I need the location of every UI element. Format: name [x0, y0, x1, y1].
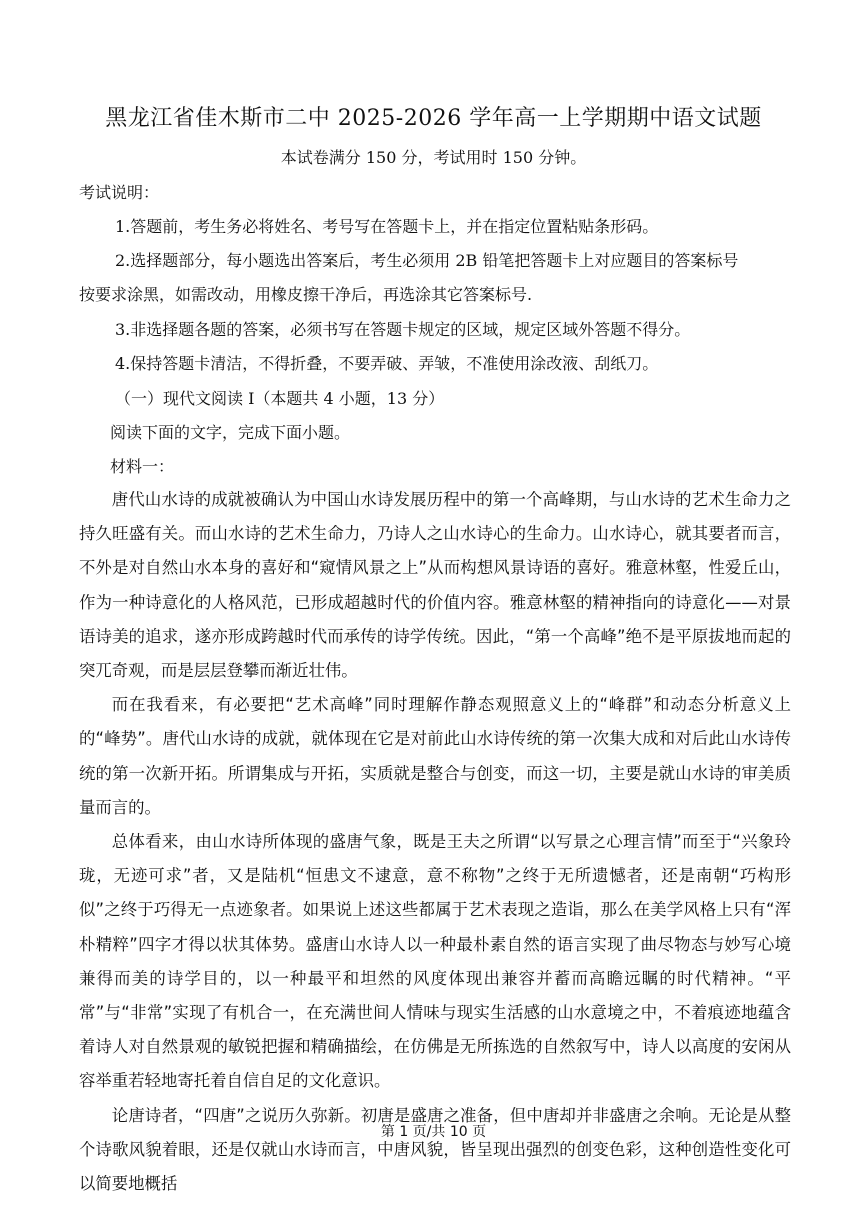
section-heading: （一）现代文阅读 I（本题共 4 小题，13 分） [115, 389, 445, 408]
instruction-item-2-continued: 按要求涂黑，如需改动，用橡皮擦干净后，再选涂其它答案标号. [79, 285, 533, 304]
instruction-item-1: 1.答题前，考生务必将姓名、考号写在答题卡上，并在指定位置粘贴条形码。 [115, 217, 659, 236]
instructions-heading: 考试说明： [79, 183, 160, 202]
passage-paragraph: 唐代山水诗的成就被确认为中国山水诗发展历程中的第一个高峰期，与山水诗的艺术生命力之持久旺盛有关。而山水诗的艺术生命力，乃诗人之山水诗心的生命力。山水诗心，就其要者而言，不外是对自然山水本身的喜好和“窥情风景之上”从而构想风景诗语的喜好。雅意林壑，性爱丘山，作为一种诗意化的人格风范，已形成超越时代的价值内容。雅意林壑的精神指向的诗意化——对景语诗美的追求，遂亦形成跨越时代而承传的诗学传统。因此，“第一个高峰”绝不是平原拔地而起的突兀奇观，而是层层登攀而渐近壮伟。 [79, 490, 791, 681]
exam-title: 黑龙江省佳木斯市二中 2025-2026 学年高一上学期期中语文试题 [105, 106, 762, 131]
passage-paragraph: 总体看来，由山水诗所体现的盛唐气象，既是王夫之所谓“以写景之心理言情”而至于“兴象玲珑，无迹可求”者，又是陆机“恒患文不逮意，意不称物”之终于无所遗憾者，还是南朝“巧构形似”之终于巧得无一点迹象者。如果说上述这些都属于艺术表现之造诣，那么在美学风格上只有“浑朴精粹”四字才得以状其体势。盛唐山水诗人以一种最朴素自然的语言实现了曲尽物态与妙写心境兼得而美的诗学目的，以一种最平和坦然的风度体现出兼容并蓄而高瞻远瞩的时代精神。“平常”与“非常”实现了有机合一，在充满世间人情味与现实生活感的山水意境之中，不着痕迹地蕴含着诗人对自然景观的敏锐把握和精确描绘，在仿佛是无所拣选的自然叙写中，诗人以高度的安闲从容举重若轻地寄托着自信自足的文化意识。 [79, 832, 791, 1091]
instruction-item-2: 2.选择题部分，每小题选出答案后，考生必须用 2B 铅笔把答题卡上对应题目的答案标号 [115, 251, 739, 270]
reading-passage [79, 483, 791, 1201]
page-footer: 第 1 页/共 10 页 [380, 1124, 487, 1140]
instruction-item-4: 4.保持答题卡清洁，不得折叠，不要弄破、弄皱，不准使用涂改液、刮纸刀。 [115, 354, 659, 373]
instruction-item-3: 3.非选择题各题的答案，必须书写在答题卡规定的区域，规定区域外答题不得分。 [115, 320, 691, 339]
passage-paragraph: 而在我看来，有必要把“艺术高峰”同时理解作静态观照意义上的“峰群”和动态分析意义上的“峰势”。唐代山水诗的成就，就体现在它是对前此山水诗传统的第一次集大成和对后此山水诗传统的第一次新开拓。所谓集成与开拓，实质就是整合与创变，而这一切，主要是就山水诗的审美质量而言的。 [79, 695, 791, 817]
passage-paragraph: 论唐诗者，“四唐”之说历久弥新。初唐是盛唐之准备，但中唐却并非盛唐之余响。无论是从整个诗歌风貌着眼，还是仅就山水诗而言，中唐风貌，皆呈现出强烈的创变色彩，这种创造性变化可以简要地概括 [79, 1105, 791, 1194]
exam-subtitle: 本试卷满分 150 分，考试用时 150 分钟。 [280, 148, 587, 167]
material-label: 材料一： [110, 457, 175, 476]
reading-prompt: 阅读下面的文字，完成下面小题。 [110, 423, 351, 442]
